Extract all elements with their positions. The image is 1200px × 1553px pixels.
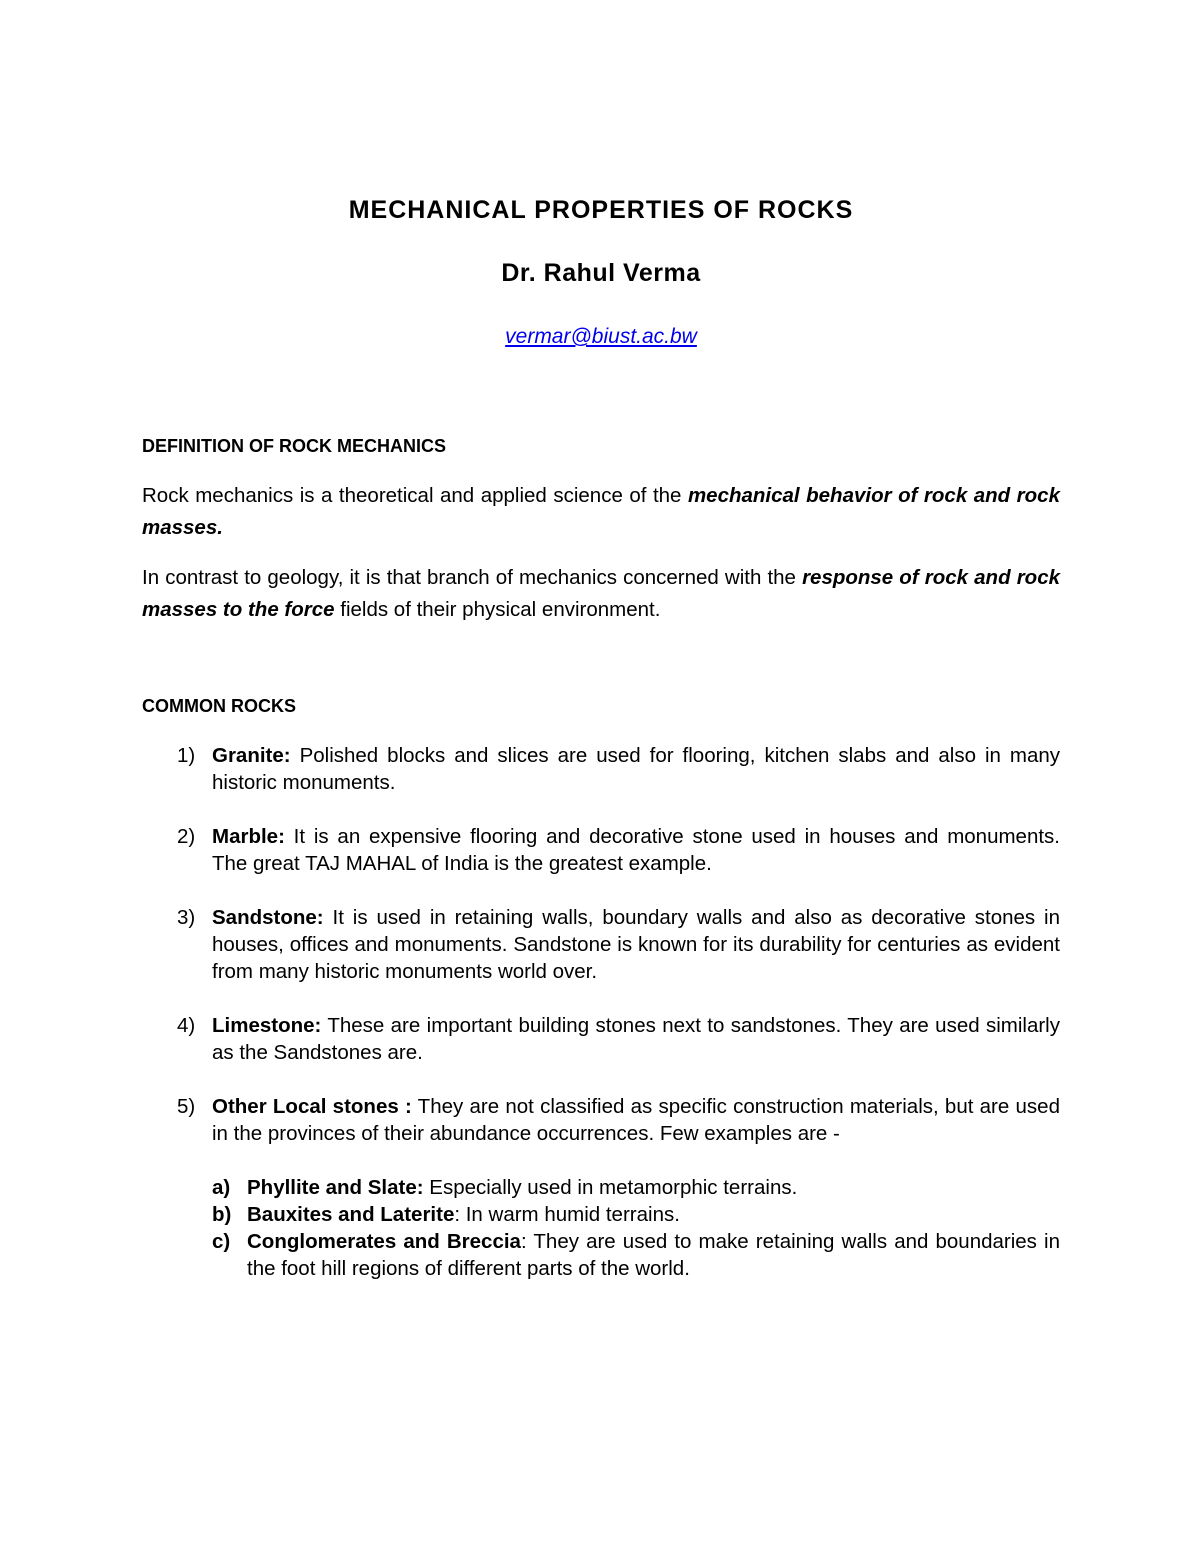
rocks-list	[142, 742, 1060, 1309]
definition-p2-text: In contrast to geology, it is that branch of mechanics concerned with the	[142, 566, 803, 589]
list-item	[142, 904, 1060, 985]
list-number: 5)	[177, 1095, 196, 1118]
rock-term: Other Local stones :	[212, 1095, 412, 1118]
sublist-item	[212, 1201, 1060, 1228]
rock-term: Marble:	[212, 825, 285, 848]
list-number: 3)	[177, 906, 196, 929]
document-page	[142, 0, 1060, 1553]
sublist-item	[212, 1228, 1060, 1282]
definition-p1-emphasis: mechanical behavior of rock and rock masses.	[142, 484, 1060, 539]
sublist-letter: b)	[212, 1203, 232, 1226]
rock-description: It is an expensive flooring and decorative stone used in houses and monuments. The great TAJ MAHAL of India is the greatest example.	[212, 825, 1060, 875]
list-number: 1)	[177, 744, 196, 767]
list-number: 2)	[177, 825, 196, 848]
document-title: MECHANICAL PROPERTIES OF ROCKS	[348, 196, 854, 224]
definition-paragraph-2	[142, 562, 1060, 626]
rock-description: These are important building stones next to sandstones. They are used similarly as the Sandstones are.	[212, 1014, 1060, 1064]
list-item	[142, 742, 1060, 796]
sublist-letter: a)	[212, 1176, 231, 1199]
rock-description: It is used in retaining walls, boundary walls and also as decorative stones in houses, offices and monuments. Sandstone is known for its durability for centuries as evident from many historic monuments world over.	[212, 906, 1060, 983]
local-stones-sublist	[212, 1174, 1060, 1282]
stone-term: Bauxites and Laterite	[247, 1203, 455, 1226]
sublist-letter: c)	[212, 1230, 231, 1253]
sublist-item	[212, 1174, 1060, 1201]
definition-paragraph-1	[142, 480, 1060, 544]
rock-term: Limestone:	[212, 1014, 322, 1037]
rock-term: Granite:	[212, 744, 291, 767]
list-number: 4)	[177, 1014, 196, 1037]
list-item	[142, 1012, 1060, 1066]
author-email	[142, 325, 1060, 349]
rock-description: They are not classified as specific construction materials, but are used in the provinces of their abundance occurrences. Few examples are -	[212, 1095, 1060, 1145]
common-rocks-heading: COMMON ROCKS	[142, 696, 296, 716]
list-item	[142, 1093, 1060, 1282]
stone-description: Especially used in metamorphic terrains.	[423, 1176, 798, 1199]
definition-heading: DEFINITION OF ROCK MECHANICS	[142, 436, 446, 456]
rock-description: Polished blocks and slices are used for flooring, kitchen slabs and also in many historic monuments.	[212, 744, 1060, 794]
list-item	[142, 823, 1060, 877]
definition-p2-tail: fields of their physical environment.	[334, 598, 661, 621]
stone-description: : They are used to make retaining walls and boundaries in the foot hill regions of different parts of the world.	[247, 1230, 1060, 1280]
author-name: Dr. Rahul Verma	[501, 259, 701, 287]
email-link[interactable]: vermar@biust.ac.bw	[505, 325, 697, 348]
stone-description: : In warm humid terrains.	[454, 1203, 680, 1226]
stone-term: Conglomerates and Breccia	[247, 1230, 521, 1253]
rock-term: Sandstone:	[212, 906, 324, 929]
definition-p1-text: Rock mechanics is a theoretical and applied science of the	[142, 484, 688, 507]
definition-p2-emphasis: response of rock and rock masses to the force	[142, 566, 1060, 621]
stone-term: Phyllite and Slate:	[247, 1176, 424, 1199]
